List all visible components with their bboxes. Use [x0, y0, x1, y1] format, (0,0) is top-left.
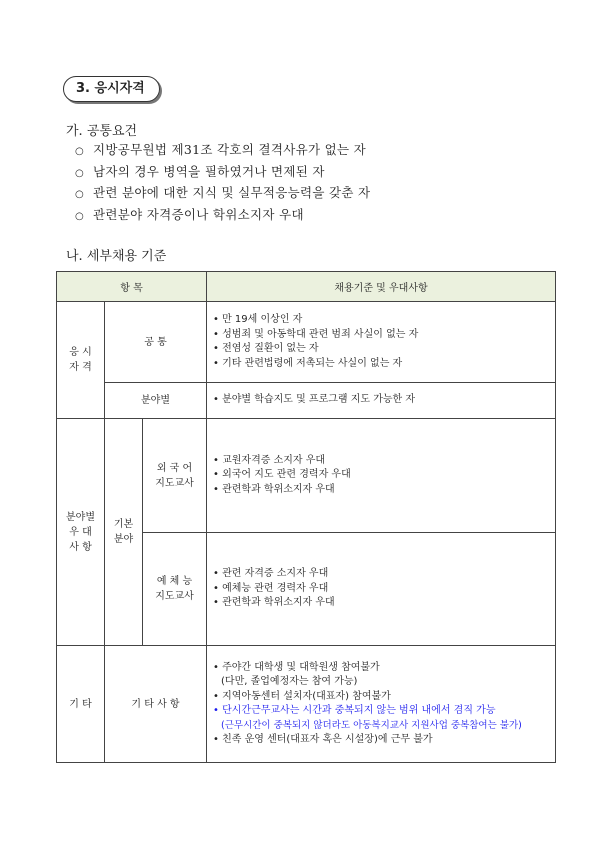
- list-item: • 주야간 대학생 및 대학원생 참여불가: [213, 661, 555, 676]
- circle-bullet-icon: ○: [75, 168, 85, 179]
- list-item: • 분야별 학습지도 및 프로그램 지도 가능한 자: [213, 393, 555, 408]
- common-criteria: [207, 302, 556, 383]
- arts-criteria: [207, 533, 556, 646]
- list-item: • 전염성 질환이 없는 자: [213, 342, 555, 357]
- list-item-highlight: • 단시간근무교사는 시간과 중복되지 않는 범위 내에서 겸직 가능: [213, 704, 555, 719]
- etc-label: 기 타: [57, 646, 105, 763]
- field-label: 분야별: [105, 383, 207, 419]
- section-title: 3. 응시자격: [63, 76, 160, 102]
- circle-bullet-icon: ○: [75, 211, 85, 222]
- list-item: • 관련학과 학위소지자 우대: [213, 483, 555, 498]
- list-item: • 만 19세 이상인 자: [213, 313, 555, 328]
- list-item: • 관련 자격증 소지자 우대: [213, 567, 555, 582]
- general-item: ○ 지방공무원법 제31조 각호의 결격사유가 없는 자: [75, 142, 366, 157]
- general-item: ○ 관련 분야에 대한 지식 및 실무적응능력을 갖춘 자: [75, 185, 371, 200]
- list-item: • 교원자격증 소지자 우대: [213, 454, 555, 469]
- general-item: ○ 남자의 경우 병역을 필하였거나 면제된 자: [75, 164, 325, 179]
- list-item: • 지역아동센터 설치자(대표자) 참여불가: [213, 690, 555, 705]
- general-item: ○ 관련분야 자격증이나 학위소지자 우대: [75, 207, 304, 222]
- etc-sub-label: 기 타 사 항: [105, 646, 207, 763]
- common-label: 공 통: [105, 302, 207, 383]
- general-heading: 가. 공통요건: [66, 124, 138, 139]
- list-item: • 친족 운영 센터(대표자 혹은 시설장)에 근무 불가: [213, 733, 555, 748]
- circle-bullet-icon: ○: [75, 146, 85, 157]
- list-item-note: (다만, 졸업예정자는 참여 가능): [221, 676, 358, 687]
- foreign-teacher-label: 외 국 어 지도교사: [143, 419, 207, 533]
- basic-field-label: 기본 분야: [105, 419, 143, 646]
- list-item-highlight-note: (근무시간이 중복되지 않더라도 아동복지교사 지원사업 중복참여는 불가): [221, 719, 522, 731]
- etc-criteria: [207, 646, 556, 763]
- field-criteria: [207, 383, 556, 419]
- list-item: • 외국어 지도 관련 경력자 우대: [213, 468, 555, 483]
- list-item: • 예체능 관련 경력자 우대: [213, 582, 555, 597]
- foreign-criteria: [207, 419, 556, 533]
- qualification-label: 응 시 자 격: [57, 302, 105, 419]
- requirements-table: [56, 271, 556, 763]
- header-item: 항 목: [57, 272, 207, 302]
- preference-label: 분야별 우 대 사 항: [57, 419, 105, 646]
- arts-teacher-label: 예 체 능 지도교사: [143, 533, 207, 646]
- detail-heading: 나. 세부채용 기준: [66, 249, 167, 264]
- header-criteria: 채용기준 및 우대사항: [207, 272, 556, 302]
- list-item: • 관련학과 학위소지자 우대: [213, 596, 555, 611]
- circle-bullet-icon: ○: [75, 189, 85, 200]
- list-item: • 기타 관련법령에 저촉되는 사실이 없는 자: [213, 357, 555, 372]
- list-item: • 성범죄 및 아동학대 관련 범죄 사실이 없는 자: [213, 328, 555, 343]
